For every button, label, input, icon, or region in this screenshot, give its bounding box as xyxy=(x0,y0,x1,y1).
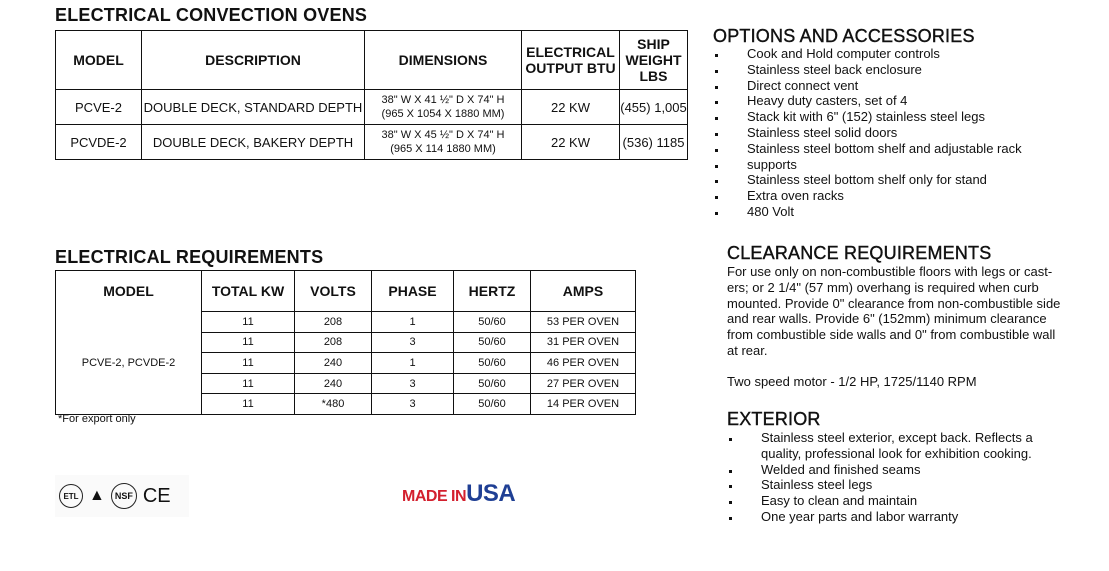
ul-logo-icon: ▲ xyxy=(89,487,105,504)
list-item: supports xyxy=(713,157,1022,173)
options-title: OPTIONS AND ACCESSORIES xyxy=(713,26,975,46)
col-description: DESCRIPTION xyxy=(142,31,365,90)
ovens-table xyxy=(55,30,688,160)
total-kw: 11 xyxy=(202,353,295,374)
col-phase: PHASE xyxy=(372,271,454,312)
made-in-usa-logo xyxy=(402,480,515,508)
hertz: 50/60 xyxy=(454,394,531,415)
col-dimensions: DIMENSIONS xyxy=(365,31,522,90)
electrical-table xyxy=(55,270,636,415)
col-model: MODEL xyxy=(56,271,202,312)
list-item: One year parts and labor warranty xyxy=(727,509,1047,525)
list-item: Welded and finished seams xyxy=(727,462,1047,478)
ce-logo-icon: CE xyxy=(142,484,171,507)
volts: 208 xyxy=(295,332,372,353)
output: 22 KW xyxy=(522,125,620,160)
table-row xyxy=(56,312,636,333)
hertz: 50/60 xyxy=(454,353,531,374)
col-amps: AMPS xyxy=(531,271,636,312)
list-item: Stainless steel legs xyxy=(727,477,1047,493)
amps: 27 PER OVEN xyxy=(531,373,636,394)
table-row xyxy=(56,90,688,125)
dim-metric: (965 X 114 1880 MM) xyxy=(390,143,496,155)
hertz: 50/60 xyxy=(454,312,531,333)
dimensions xyxy=(365,125,522,160)
list-item: Heavy duty casters, set of 4 xyxy=(713,93,1022,109)
table-row xyxy=(56,125,688,160)
amps: 46 PER OVEN xyxy=(531,353,636,374)
options-list xyxy=(713,46,1022,220)
list-item: Stainless steel solid doors xyxy=(713,125,1022,141)
list-item: Stainless steel bottom shelf and adjustable rack xyxy=(713,141,1022,157)
volts: 240 xyxy=(295,373,372,394)
weight: (536) 1185 xyxy=(620,125,688,160)
hertz: 50/60 xyxy=(454,373,531,394)
volts: *480 xyxy=(295,394,372,415)
amps: 14 PER OVEN xyxy=(531,394,636,415)
footnote: *For export only xyxy=(58,413,136,425)
phase: 3 xyxy=(372,332,454,353)
list-item: Stainless steel bottom shelf only for stand xyxy=(713,172,1022,188)
list-item: Stack kit with 6" (152) stainless steel legs xyxy=(713,109,1022,125)
list-item: Direct connect vent xyxy=(713,78,1022,94)
col-volts: VOLTS xyxy=(295,271,372,312)
phase: 3 xyxy=(372,373,454,394)
etl-logo-icon: ETL xyxy=(59,484,83,508)
list-item: Extra oven racks xyxy=(713,188,1022,204)
amps: 31 PER OVEN xyxy=(531,332,636,353)
hertz: 50/60 xyxy=(454,332,531,353)
amps: 53 PER OVEN xyxy=(531,312,636,333)
exterior-list xyxy=(727,430,1047,525)
volts: 240 xyxy=(295,353,372,374)
weight: (455) 1,005 xyxy=(620,90,688,125)
dim-imperial: 38" W X 45 ½" D X 74" H xyxy=(381,129,505,141)
description: DOUBLE DECK, STANDARD DEPTH xyxy=(142,90,365,125)
dimensions xyxy=(365,90,522,125)
certification-logos xyxy=(55,475,189,517)
list-item: Stainless steel back enclosure xyxy=(713,62,1022,78)
clearance-text: For use only on non-combustible floors with legs or cast-ers; or 2 1/4" (57 mm) overhang is required when curb mounted. Provide 0" clearance from non-combustible side and rear walls. Provide 6" (152mm) minimum clearance from combustible side walls and 0" from combustible wall at rear. xyxy=(727,264,1061,358)
list-item: Stainless steel exterior, except back. Reflects a quality, professional look for exhibition cooking. xyxy=(727,430,1047,462)
dim-metric: (965 X 1054 X 1880 MM) xyxy=(381,108,505,120)
model: PCVE-2, PCVDE-2 xyxy=(56,312,202,415)
usa-text: USA xyxy=(466,480,516,507)
ovens-title: ELECTRICAL CONVECTION OVENS xyxy=(55,5,368,25)
col-weight: SHIP WEIGHT LBS xyxy=(620,31,688,90)
volts: 208 xyxy=(295,312,372,333)
col-model: MODEL xyxy=(56,31,142,90)
output: 22 KW xyxy=(522,90,620,125)
col-total-kw: TOTAL KW xyxy=(202,271,295,312)
made-in-text: MADE IN xyxy=(402,488,467,505)
list-item: Easy to clean and maintain xyxy=(727,493,1047,509)
model: PCVE-2 xyxy=(56,90,142,125)
phase: 1 xyxy=(372,312,454,333)
description: DOUBLE DECK, BAKERY DEPTH xyxy=(142,125,365,160)
total-kw: 11 xyxy=(202,332,295,353)
phase: 1 xyxy=(372,353,454,374)
model: PCVDE-2 xyxy=(56,125,142,160)
total-kw: 11 xyxy=(202,373,295,394)
nsf-logo-icon: NSF xyxy=(111,483,137,509)
col-output: ELECTRICAL OUTPUT BTU xyxy=(522,31,620,90)
list-item: Cook and Hold computer controls xyxy=(713,46,1022,62)
total-kw: 11 xyxy=(202,312,295,333)
dim-imperial: 38" W X 41 ½" D X 74" H xyxy=(381,94,505,106)
phase: 3 xyxy=(372,394,454,415)
motor-text: Two speed motor - 1/2 HP, 1725/1140 RPM xyxy=(727,374,977,389)
clearance-title: CLEARANCE REQUIREMENTS xyxy=(727,243,992,263)
electrical-title: ELECTRICAL REQUIREMENTS xyxy=(55,247,324,267)
list-item: 480 Volt xyxy=(713,204,1022,220)
exterior-title: EXTERIOR xyxy=(727,409,821,429)
col-hertz: HERTZ xyxy=(454,271,531,312)
total-kw: 11 xyxy=(202,394,295,415)
